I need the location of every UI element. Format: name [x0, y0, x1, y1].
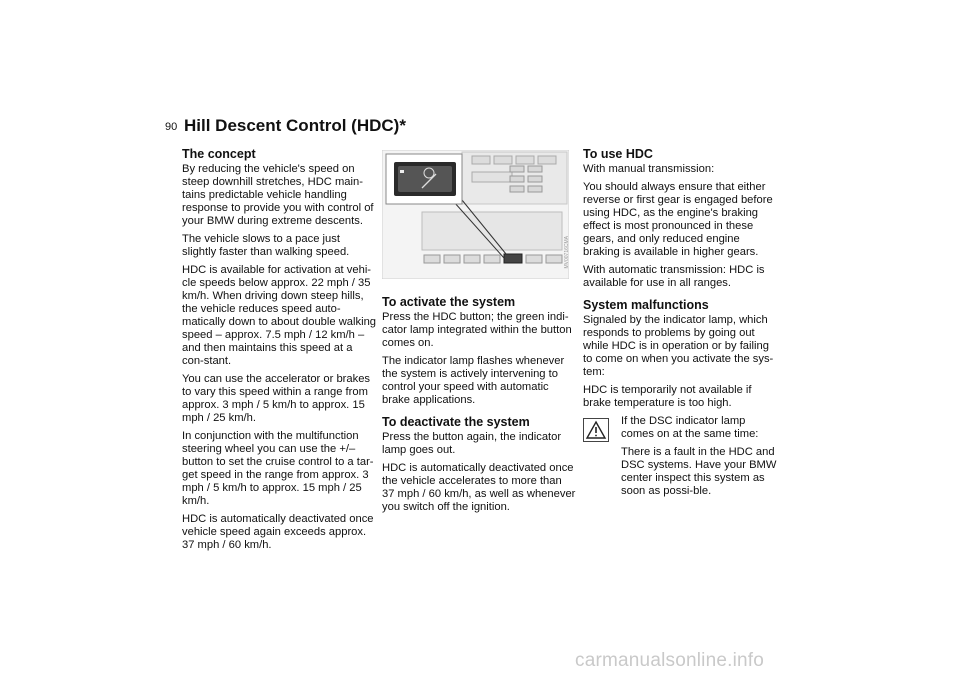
paragraph: You can use the accelerator or brakes to vary this speed within a range from approx. 3 mph / 5 km/h to approx. 15 mph / 25 km/h. — [182, 373, 371, 424]
paragraph: In conjunction with the multifunction steering wheel you can use the +/– button to set the cruise control to a tar-get speed in the range from approx. 3 mph / 5 km/h to approx. 15 mph / 25 km/h. — [182, 430, 374, 507]
warning-text: If the DSC indicator lamp comes on at the same time: — [621, 415, 759, 440]
warning-box — [583, 418, 609, 442]
paragraph: You should always ensure that either reverse or first gear is engaged before using HDC, as the engine's braking effect is most pronounced in these gears, and only reduced engine braking is available in higher gears. — [583, 181, 773, 258]
warning-text-fault: There is a fault in the HDC and DSC systems. Have your BMW center inspect this system as soon as possi-ble. — [621, 446, 777, 497]
paragraph: The vehicle slows to a pace just slightly faster than walking speed. — [182, 233, 350, 258]
figure-code: MV00716CMA — [564, 236, 570, 269]
column-usage — [583, 146, 778, 503]
dashboard-illustration — [382, 150, 569, 279]
page-title: Hill Descent Control (HDC)* — [184, 116, 406, 135]
watermark: carmanualsonline.info — [575, 650, 765, 671]
paragraph: With manual transmission: — [583, 163, 715, 175]
column-concept — [182, 146, 377, 557]
column-activation — [382, 294, 577, 519]
paragraph: HDC is automatically deactivated once the vehicle accelerates to more than 37 mph / 60 km/h, as well as whenever you switch off the ignition. — [382, 462, 576, 513]
paragraph: The indicator lamp flashes whenever the system is actively intervening to control your speed with automatic brake applications. — [382, 355, 565, 406]
paragraph: HDC is automatically deactivated once vehicle speed again exceeds approx. 37 mph / 60 km/h. — [182, 513, 374, 551]
paragraph: Press the button again, the indicator lamp goes out. — [382, 431, 562, 456]
warning-triangle-icon — [584, 419, 608, 441]
paragraph: Press the HDC button; the green indi-cator lamp integrated within the button comes on. — [382, 311, 572, 349]
paragraph: By reducing the vehicle's speed on steep downhill stretches, HDC main-tains predictable vehicle handling response to provide you with control of your BMW during extreme descents. — [182, 163, 374, 227]
hdc-button-illustration — [382, 150, 569, 279]
heading-deactivate: To deactivate the system — [382, 415, 530, 429]
heading-activate: To activate the system — [382, 295, 516, 309]
paragraph: Signaled by the indicator lamp, which responds to problems by going out while HDC is in operation or by failing to come on when you activate the sys-tem: — [583, 314, 774, 378]
heading-use-hdc: To use HDC — [583, 147, 653, 161]
page-number: 90 — [165, 121, 178, 133]
paragraph: With automatic transmission: HDC is available for use in all ranges. — [583, 264, 765, 289]
paragraph: HDC is available for activation at vehi-cle speeds below approx. 22 mph / 35 km/h. When driving down steep hills, the vehicle reduces speed auto-matically down to about double walking speed – approx. 7.5 mph / 12 km/h – and then maintains this speed at a con-stant. — [182, 264, 377, 367]
warning-note — [583, 415, 778, 498]
heading-concept: The concept — [182, 147, 256, 161]
heading-malfunctions: System malfunctions — [583, 298, 709, 312]
paragraph: HDC is temporarily not available if brake temperature is too high. — [583, 384, 752, 409]
